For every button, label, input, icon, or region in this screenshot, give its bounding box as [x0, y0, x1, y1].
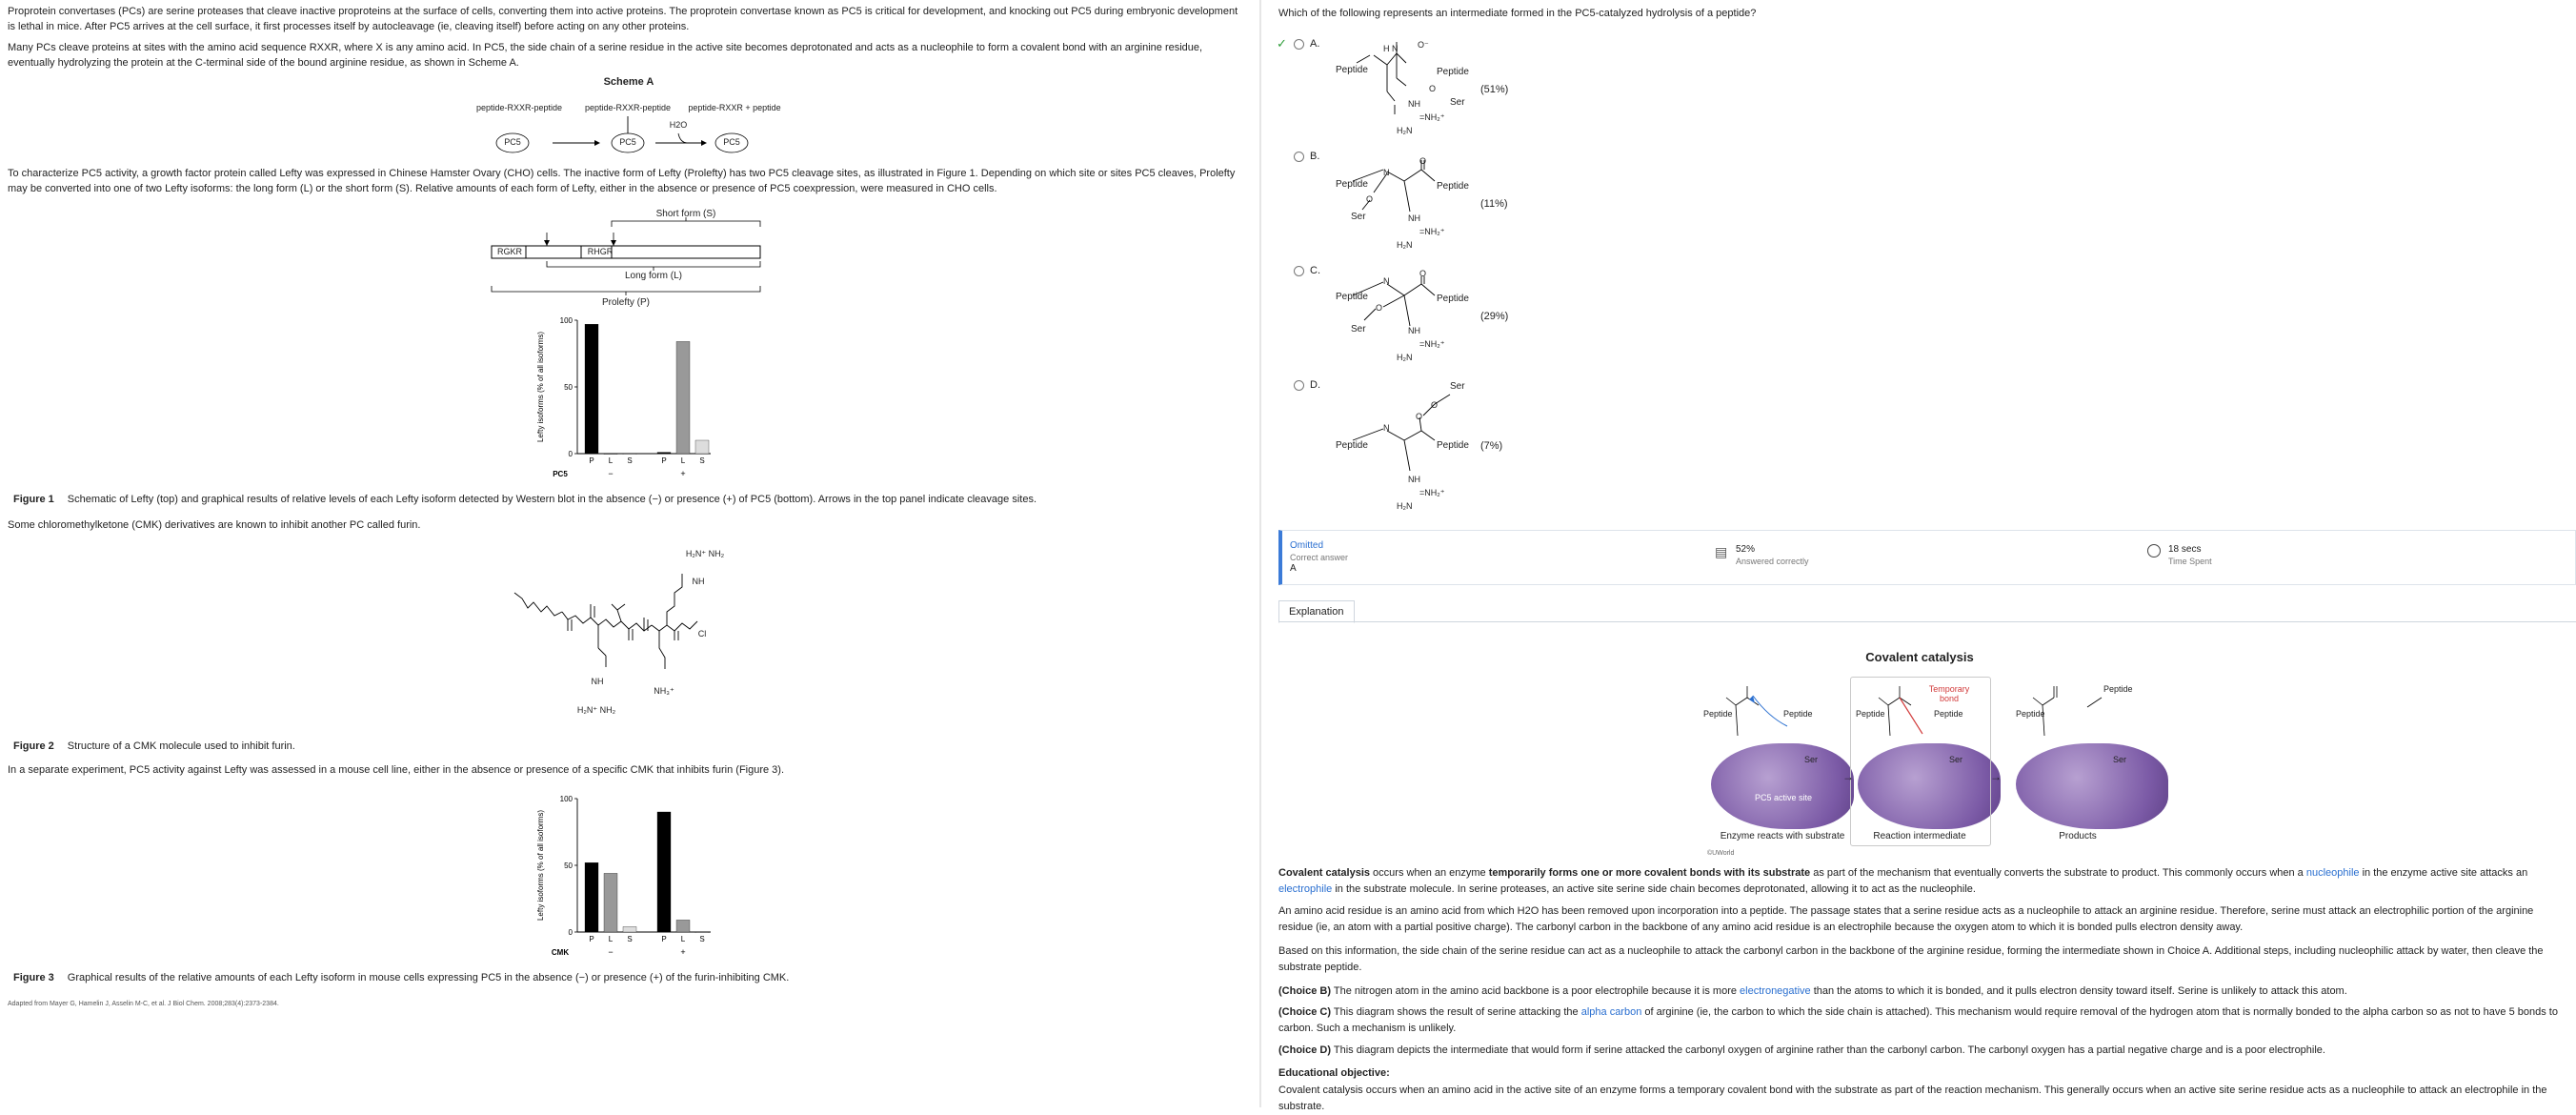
reaction-arrow-2: → — [1842, 770, 1854, 783]
temporary-bond-label: Temporary bond — [1928, 684, 1970, 703]
fig1-bar-5 — [695, 440, 709, 454]
explanation-paragraph-2: An amino acid residue is an amino acid from which H2O has been removed upon incorporation into a peptide. The passage states that a serine residue acts as a nucleophile to attack an arginine residue. Therefore, serine must attack an electrophilic portion of the arginine residue (ie, an atom with a partial positive charge). The carbonyl carbon in the backbone of any amino acid residue is an electrophile because the oxygen atom to which it is bonded pulls electron density away. — [1278, 905, 2534, 933]
pct-correct-value: 52% — [1736, 544, 1756, 555]
radio-choice-d[interactable] — [1294, 380, 1304, 391]
scheme-products: peptide-RXXR + peptide — [688, 103, 781, 112]
panel3-label: Products — [2059, 831, 2097, 841]
choice-c-nh: N — [1383, 276, 1390, 286]
figure1-caption — [13, 494, 1036, 505]
fig3-group-title: CMK — [551, 948, 570, 957]
omitted-label: Omitted — [1290, 540, 1324, 551]
choice-c-o-ser: O — [1376, 303, 1383, 313]
scheme-water: H2O — [669, 120, 688, 130]
panel1-peptide-right: Peptide — [1783, 709, 1813, 719]
passage-paragraph-4: Some chloromethylketone (CMK) derivatives are known to inhibit another PC called furin. — [8, 519, 421, 531]
panel1-peptide-left: Peptide — [1703, 709, 1733, 719]
choice-d-guan-h2n: H₂N — [1397, 501, 1413, 511]
scheme-title: Scheme A — [603, 76, 654, 88]
passage-paragraph-5: In a separate experiment, PC5 activity against Lefty was assessed in a mouse cell line, either in the absence or presence of a specific CMK that inhibits furin (Figure 3). — [8, 764, 785, 776]
choice-c-guan-nh2: =NH₂⁺ — [1419, 339, 1445, 349]
choice-b-letter: B. — [1310, 151, 1320, 162]
panel1-label: Enzyme reacts with substrate — [1720, 831, 1845, 841]
answered-correctly-stat — [1715, 544, 1809, 567]
choice-b-tag: (Choice B) — [1278, 985, 1331, 997]
choice-d-pct: (7%) — [1480, 440, 1503, 452]
choice-a-guan-nh: NH — [1408, 99, 1420, 109]
choice-c-peptide-right: Peptide — [1437, 294, 1469, 304]
panel2-label: Reaction intermediate — [1873, 831, 1966, 841]
fig1-category-2: S — [627, 456, 633, 465]
radio-choice-a[interactable] — [1294, 39, 1304, 50]
panel2-peptide-right: Peptide — [1934, 709, 1963, 719]
panel3-ser: Ser — [2113, 755, 2127, 764]
figure3-caption-text: Graphical results of the relative amounts of each Lefty isoform in mouse cells expressing PC5 in the absence (−) or presence (+) of the furin-inhibiting CMK. — [67, 972, 790, 983]
choice-c-guan-nh: NH — [1408, 326, 1420, 335]
correct-answer-value: A — [1290, 563, 1297, 574]
pct-correct-label: Answered correctly — [1736, 557, 1809, 566]
explanation-choice-d — [1278, 1043, 2565, 1059]
link-electrophile[interactable]: electrophile — [1278, 883, 1333, 895]
fig3-group-1: + — [680, 947, 686, 957]
answer-status-bar — [1278, 530, 2576, 585]
fig3-category-3: P — [661, 935, 667, 943]
fig1-group-title: PC5 — [553, 470, 568, 478]
fig1-bar-0 — [585, 324, 598, 454]
cmk-nh-top: NH — [692, 577, 705, 586]
fig1-bar-2 — [623, 454, 636, 455]
choice-a-letter: A. — [1310, 38, 1320, 50]
choice-d-letter: D. — [1310, 379, 1320, 391]
figure2-caption-number: Figure 2 — [13, 740, 54, 752]
fig1-ytick-label-1: 50 — [564, 383, 573, 392]
fig3-group-0: − — [608, 947, 614, 957]
choice-c-guan-h2n: H₂N — [1397, 353, 1413, 362]
enzyme-3 — [2016, 743, 2168, 829]
eCb: This diagram shows the result of serine attacking the — [1331, 1006, 1581, 1018]
scheme-diagram — [476, 112, 762, 158]
choice-d-ser: Ser — [1450, 381, 1465, 392]
cmk-guanidine-top: H₂N⁺ NH₂ — [685, 549, 725, 558]
explanation-paragraph-3: Based on this information, the side chain of the serine residue can act as a nucleophile to attack the carbonyl carbon in the backbone of the arginine residue, forming the intermediate shown in Choice A. Additional steps, including nucleophilic attack by water, then cleave the substrate peptide. — [1278, 945, 2544, 973]
panel2-ser: Ser — [1949, 755, 1963, 764]
fig3-ytick-label-1: 50 — [564, 862, 573, 870]
site-rhgr: RHGR — [587, 247, 614, 256]
link-nucleophile[interactable]: nucleophile — [2305, 867, 2360, 879]
fig1-group-1: + — [680, 469, 686, 478]
choice-d-structure — [1349, 387, 1463, 482]
choice-c[interactable] — [1294, 265, 1320, 276]
choice-d-guan-nh: NH — [1408, 475, 1420, 484]
fig3-bar-4 — [676, 920, 690, 932]
fig1-category-5: S — [699, 456, 705, 465]
passage-paragraph-2: Many PCs cleave proteins at sites with the amino acid sequence RXXR, where X is any amino acid. In PC5, the side chain of a serine residue in the active site becomes deprotonated and acts as a nucleophile to form a covalent bond with an arginine residue, eventually hydrolyzing the protein at the C-terminal side of the bound arginine residue, as shown in Scheme A. — [8, 42, 1203, 69]
choice-a-ser: Ser — [1450, 97, 1465, 108]
choice-b-guan-nh: NH — [1408, 213, 1420, 223]
omitted-stat — [1290, 540, 1348, 575]
link-alpha-carbon[interactable]: alpha carbon — [1580, 1006, 1642, 1018]
correct-answer-label: Correct answer — [1290, 553, 1349, 562]
fig1-category-0: P — [589, 456, 594, 465]
choice-d-o: O — [1416, 412, 1423, 421]
e1f: in the enzyme active site attacks an — [2359, 867, 2528, 879]
passage-pane — [0, 0, 1259, 1107]
fig3-ylabel: Lefty isoforms (% of all isoforms) — [536, 809, 545, 922]
choice-a-nh: H N — [1383, 44, 1399, 53]
choice-b-n: N — [1383, 168, 1390, 177]
fig3-category-4: L — [680, 935, 686, 943]
time-value: 18 secs — [2168, 544, 2202, 555]
fig3-ytick-label-0: 0 — [568, 928, 573, 937]
citation: Adapted from Mayer G, Hamelin J, Asselin M-C, et al. J Biol Chem. 2008;283(4):2373-2384. — [8, 1001, 279, 1007]
question-stem: Which of the following represents an intermediate formed in the PC5-catalyzed hydrolysis of a peptide? — [1278, 8, 1757, 19]
choice-c-ser: Ser — [1351, 324, 1366, 334]
fig1-bar-4 — [676, 341, 690, 454]
scheme-bound: peptide-RXXR-peptide — [584, 103, 672, 112]
explanation-paragraph-1 — [1278, 865, 2565, 898]
explanation-choice-b — [1278, 983, 2565, 1000]
fig1-bar-3 — [657, 453, 671, 454]
choice-a-o: O — [1429, 84, 1437, 93]
reaction-arrow-1: → — [1990, 770, 2002, 783]
fig1-category-3: P — [661, 456, 667, 465]
pane-divider[interactable] — [1259, 0, 1261, 1107]
choice-c-o: O — [1419, 269, 1427, 278]
choice-d-guan-nh2: =NH₂⁺ — [1419, 488, 1445, 497]
time-label: Time Spent — [2168, 557, 2212, 566]
choice-c-peptide-left: Peptide — [1336, 292, 1368, 302]
fig3-category-5: S — [699, 935, 705, 943]
fig3-bar-5 — [695, 932, 709, 933]
cmk-cl: Cl — [697, 629, 707, 639]
panel2-peptide-left: Peptide — [1856, 709, 1885, 719]
fig1-ylabel: Lefty isoforms (% of all isoforms) — [536, 331, 545, 443]
tab-explanation[interactable]: Explanation — [1278, 600, 1355, 623]
radio-choice-c[interactable] — [1294, 266, 1304, 276]
e1c: temporarily forms one or more covalent bonds with its substrate — [1488, 867, 1811, 879]
choice-a-o-minus: O⁻ — [1418, 40, 1429, 50]
link-electronegative[interactable]: electronegative — [1740, 985, 1811, 997]
panel3-peptide-right: Peptide — [2103, 684, 2133, 694]
scheme-substrate: peptide-RXXR-peptide — [475, 103, 563, 112]
choice-c-tag: (Choice C) — [1278, 1006, 1331, 1018]
clock-icon — [2147, 544, 2161, 558]
e1d: as part of the mechanism that eventually converts the substrate to product. This commonly occurs when a — [1810, 867, 2306, 879]
eCd: of arginine (ie, the carbon to which the side chain is attached). This mechanism would require removal of the hydrogen atom that is normally bonded to the alpha carbon so as not to have 5 bonds to carbon. Such a mechanism is unlikely. — [1278, 1006, 2558, 1034]
figure1-bar-chart — [530, 311, 730, 490]
choice-b-ser: Ser — [1351, 212, 1366, 222]
choice-b-o: O — [1419, 156, 1427, 166]
figure1-caption-text: Schematic of Lefty (top) and graphical results of relative levels of each Lefty isoform detected by Western blot in the absence (−) or presence (+) of PC5 (bottom). Arrows in the top panel indicate cleavage sites. — [67, 494, 1037, 505]
fig3-category-1: L — [608, 935, 614, 943]
scheme-enzyme-2: PC5 — [619, 137, 636, 147]
e1h: in the substrate molecule. In serine proteases, an active site serine side chain becomes deprotonated, allowing it to act as the nucleophile. — [1332, 883, 1976, 895]
scheme-enzyme-1: PC5 — [504, 137, 521, 147]
choice-b-structure — [1349, 160, 1444, 246]
choice-b-o-ser: O — [1366, 194, 1374, 204]
choice-c-pct: (29%) — [1480, 311, 1509, 322]
eBd: than the atoms to which it is bonded, and it pulls electron density toward itself. Serine is unlikely to attack this atom. — [1810, 985, 2347, 997]
radio-choice-b[interactable] — [1294, 152, 1304, 162]
cmk-guanidine-bottom: H₂N⁺ NH₂ — [576, 705, 616, 715]
fig1-category-4: L — [680, 456, 686, 465]
choice-a[interactable] — [1277, 36, 1319, 51]
choice-d-nh: N — [1383, 423, 1390, 433]
e1b: occurs when an enzyme — [1370, 867, 1489, 879]
site-rgkr: RGKR — [496, 247, 522, 256]
bar-chart-icon: ▤ — [1715, 544, 1728, 559]
fig1-ytick-label-0: 0 — [568, 450, 573, 458]
fig3-bar-1 — [604, 873, 617, 932]
figure2-caption — [13, 740, 295, 752]
choice-b-pct: (11%) — [1480, 198, 1508, 210]
figure1-caption-number: Figure 1 — [13, 494, 54, 505]
term-covalent-catalysis: Covalent catalysis — [1278, 867, 1370, 879]
fig3-category-2: S — [627, 935, 633, 943]
fig3-bar-0 — [585, 862, 598, 932]
choice-a-guan-nh2: =NH₂⁺ — [1419, 112, 1445, 122]
choice-b-peptide-left: Peptide — [1336, 179, 1368, 190]
enzyme-1 — [1711, 743, 1854, 829]
fig1-category-1: L — [608, 456, 614, 465]
check-icon: ✓ — [1277, 36, 1287, 51]
cmk-nh3: NH₃⁺ — [654, 686, 674, 696]
choice-d-tag: (Choice D) — [1278, 1044, 1331, 1056]
choice-a-guan-h2n: H₂N — [1397, 126, 1413, 135]
choice-b-peptide-right: Peptide — [1437, 181, 1469, 192]
choice-d-peptide-right: Peptide — [1437, 440, 1469, 451]
figure3-caption-number: Figure 3 — [13, 972, 54, 983]
figure3-caption — [13, 972, 789, 983]
choice-c-letter: C. — [1310, 265, 1320, 276]
eBb: The nitrogen atom in the amino acid backbone is a poor electrophile because it is more — [1331, 985, 1741, 997]
choice-c-structure — [1349, 276, 1444, 362]
choice-d[interactable] — [1294, 379, 1320, 391]
figure3-bar-chart — [530, 789, 730, 968]
time-spent-stat — [2147, 544, 2212, 567]
fig3-category-0: P — [589, 935, 594, 943]
choice-d-o-ser: O — [1431, 400, 1439, 410]
copyright: ©UWorld — [1707, 850, 1735, 857]
covalent-catalysis-bonds — [1711, 679, 2168, 755]
panel1-ser: Ser — [1804, 755, 1819, 764]
fig3-bar-3 — [657, 812, 671, 932]
eDb: This diagram depicts the intermediate that would form if serine attacked the carbonyl oxygen of arginine rather than the carbonyl carbon. The carbonyl oxygen has a partial negative charge and is a poor electrophile. — [1331, 1044, 2325, 1056]
panel3-peptide-left: Peptide — [2016, 709, 2045, 719]
scheme-enzyme-3: PC5 — [723, 137, 740, 147]
choice-a-peptide-left: Peptide — [1336, 65, 1368, 75]
fig1-bar-1 — [604, 454, 617, 455]
fig1-group-0: − — [608, 469, 614, 478]
educational-objective-title: Educational objective: — [1278, 1067, 1390, 1079]
question-pane — [1263, 0, 2576, 1112]
choice-b-guan-h2n: H₂N — [1397, 240, 1413, 250]
choice-d-peptide-left: Peptide — [1336, 440, 1368, 451]
choice-a-pct: (51%) — [1480, 84, 1509, 95]
educational-objective-text: Covalent catalysis occurs when an amino acid in the active site of an enzyme forms a temporary covalent bond with the substrate as part of the reaction mechanism. This generally occurs when an active site serine residue acts as a nucleophile to attack an electrophile in the substrate. — [1278, 1085, 2547, 1112]
explanation-choice-c — [1278, 1004, 2565, 1037]
fig3-ytick-label-2: 100 — [559, 795, 573, 803]
passage-paragraph-3: To characterize PC5 activity, a growth factor protein called Lefty was expressed in Chinese Hamster Ovary (CHO) cells. The inactive form of Lefty (Prolefty) has two PC5 cleavage sites, as illustrated in Figure 1. Depending on which site or sites PC5 cleaves, Prolefty may be converted into one of two Lefty isoforms: the long form (L) or the short form (S). Relative amounts of each form of Lefty, either in the absence or presence of PC5 coexpression, were measured in CHO cells. — [8, 168, 1236, 194]
pc5-active-site-label: PC5 active site — [1755, 793, 1813, 802]
fig3-bar-2 — [623, 926, 636, 932]
fig1-ytick-label-2: 100 — [559, 316, 573, 325]
long-form-label: Long form (L) — [624, 271, 683, 281]
choice-a-peptide-right: Peptide — [1437, 67, 1469, 77]
short-form-label: Short form (S) — [655, 209, 716, 219]
passage-paragraph-1: Proprotein convertases (PCs) are serine proteases that cleave inactive proproteins at the surface of cells, converting them into active proteins. The proprotein convertase known as PC5 is critical for development, and knocking out PC5 during embryonic development is lethal in mice. After PC5 arrives at the cell surface, it first processes itself by autocleavage (ie, cleaving itself) before acting on any other proteins. — [8, 6, 1238, 32]
tab-underline — [1278, 621, 2576, 622]
figure2-caption-text: Structure of a CMK molecule used to inhibit furin. — [67, 740, 295, 752]
choice-b-guan-nh2: =NH₂⁺ — [1419, 227, 1445, 236]
prolefty-label: Prolefty (P) — [601, 297, 650, 308]
cmk-nh-bottom: NH — [591, 677, 604, 686]
choice-b[interactable] — [1294, 151, 1319, 162]
explanation-figure-title: Covalent catalysis — [1865, 650, 1974, 664]
